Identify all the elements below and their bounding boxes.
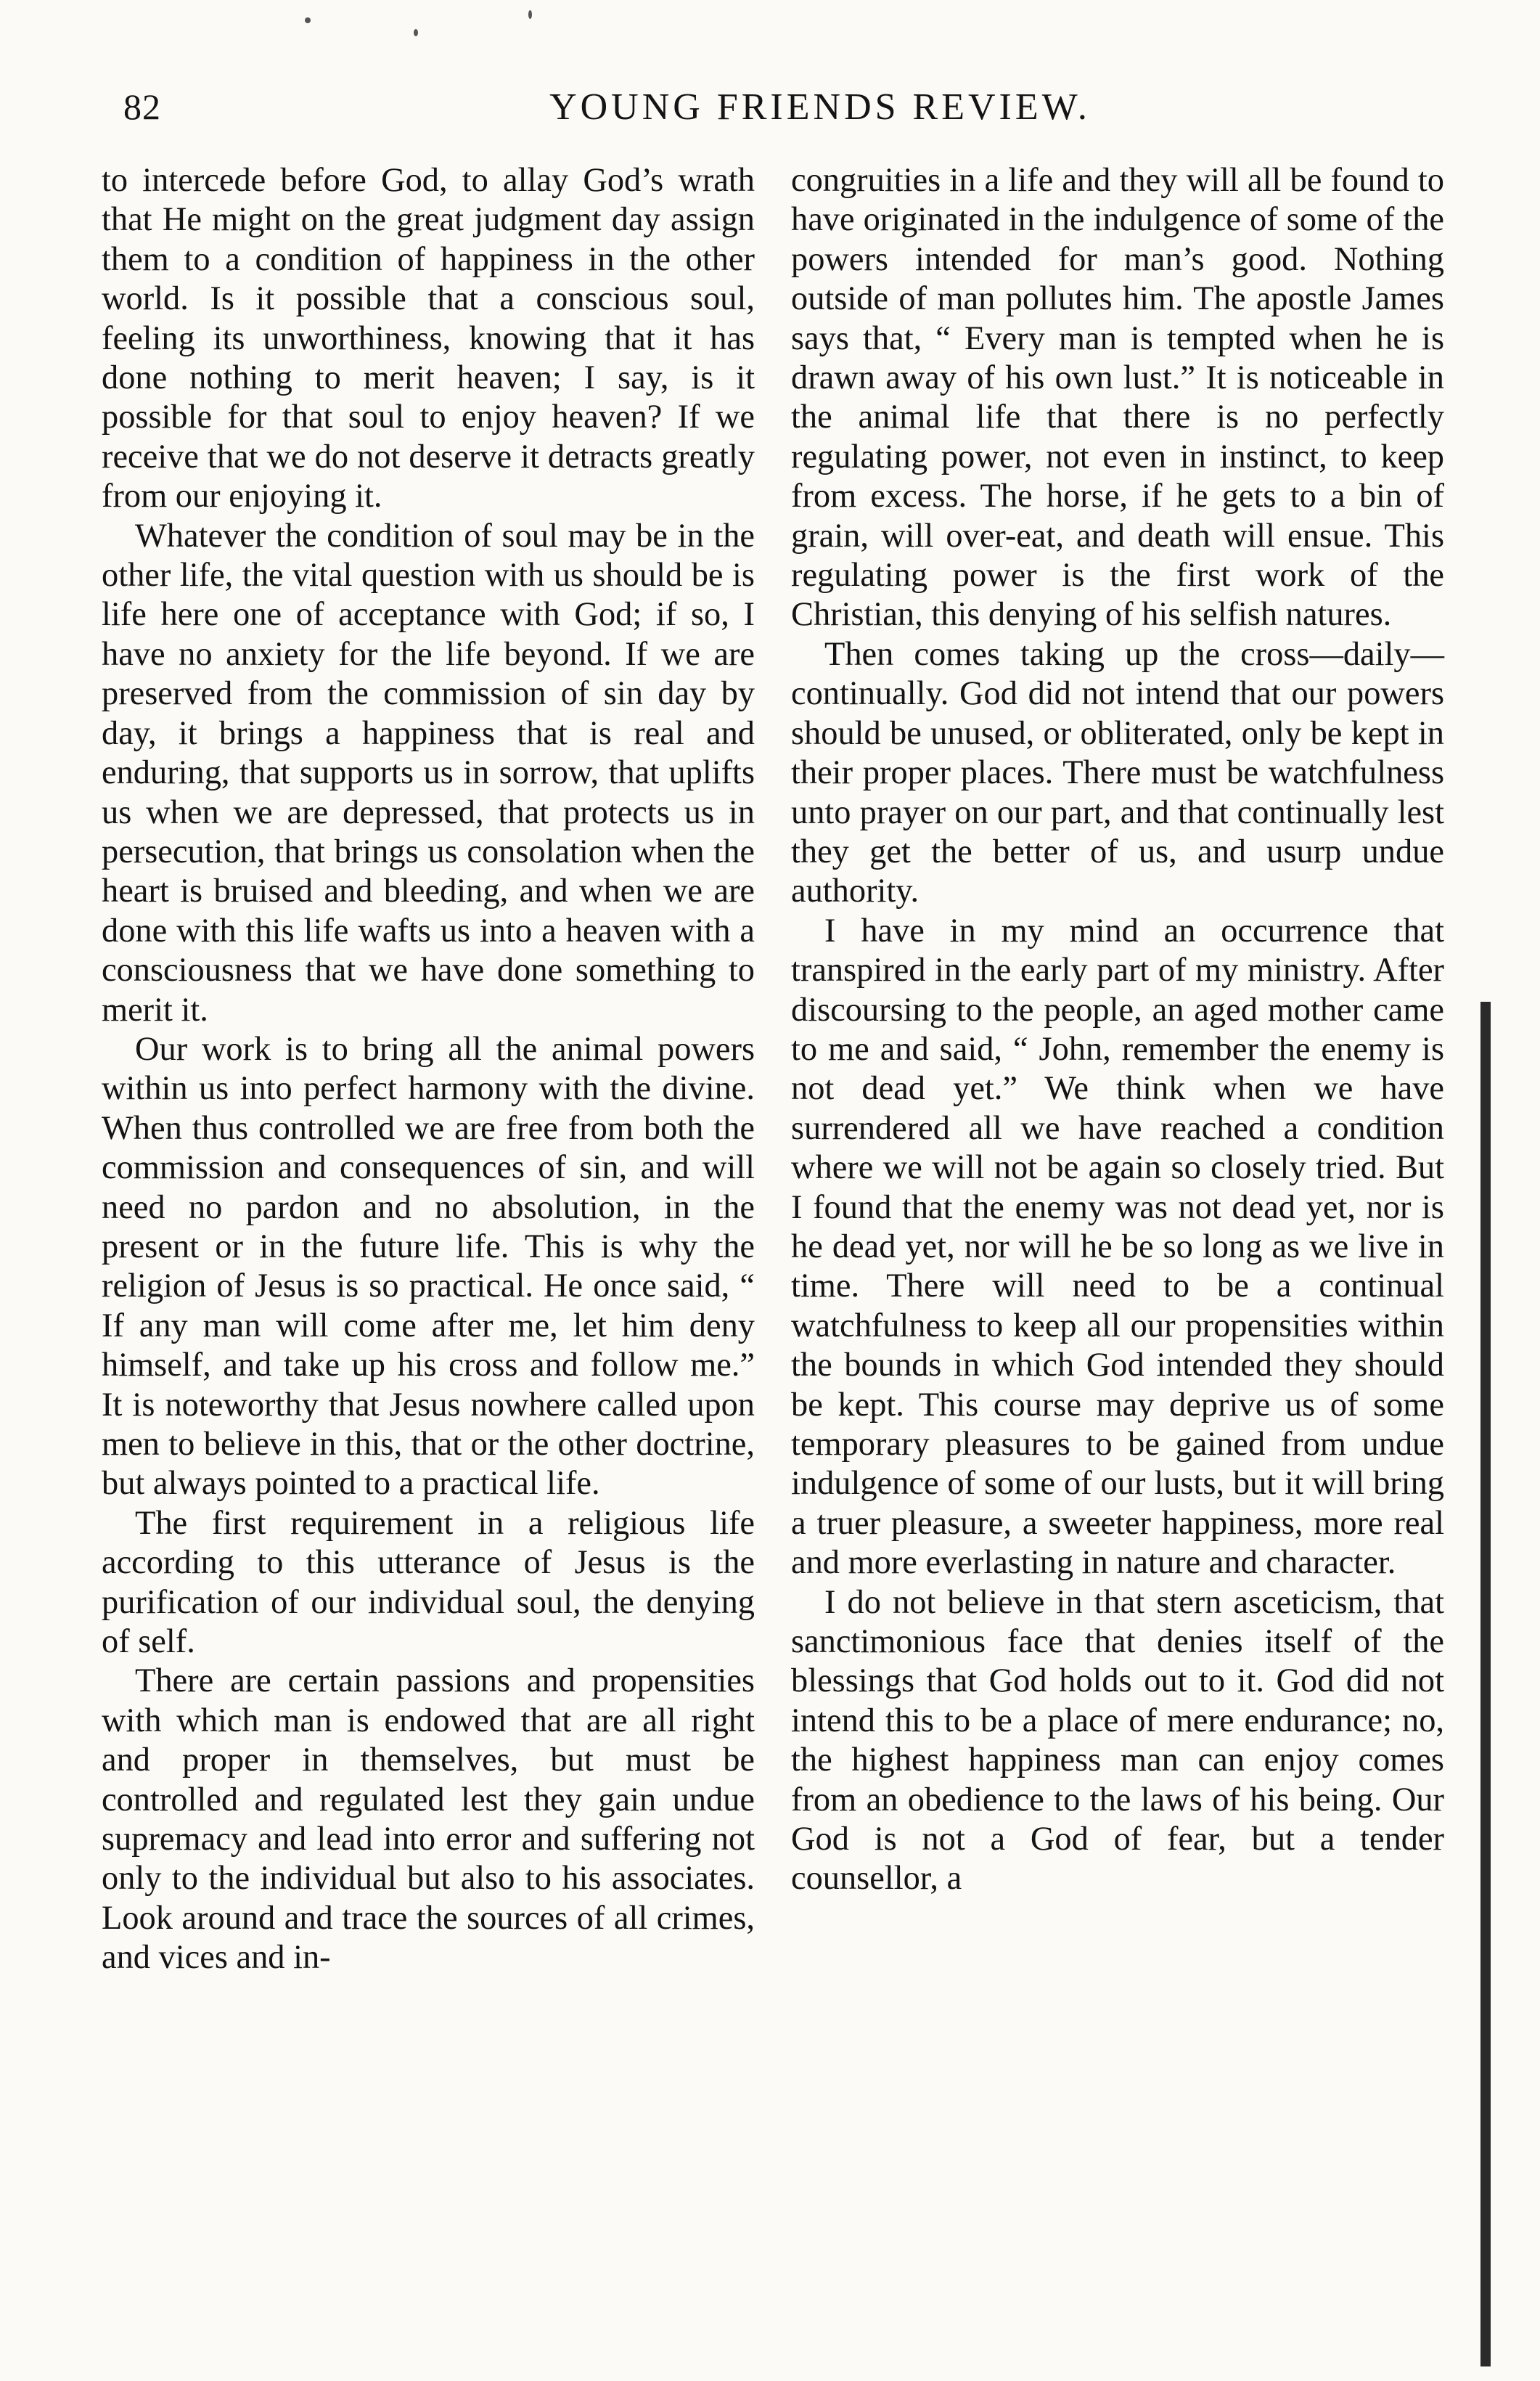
page-number: 82 [123,86,161,127]
left-column [102,161,755,1978]
paragraph: Then comes taking up the cross—daily—continually. God did not intend that our powers should be unused, or obliterated, only be kept in their proper places. There must be watchfulness unto prayer on our part, and that continually lest they get the better of us, and usurp undue authority. [791,635,1444,910]
paragraph: to intercede before God, to allay God’s wrath that He might on the great judgment day assign them to a condition of happiness in the other world. Is it possible that a conscious soul, feeling its unworthiness, knowing that it has done nothing to merit heaven; I say, is it possible for that soul to enjoy heaven? If we receive that we do not deserve it detracts greatly from our enjoying it. [102,162,755,515]
paragraph: There are certain passions and propensities with which man is endowed that are all right and proper in themselves, but must be controlled and regulated lest they gain undue supremacy and lead into error and suffering not only to the individual but also to his associates. Look around and trace the sources of all crimes, and vices and in- [102,1662,755,1977]
scan-speck [528,10,532,19]
paragraph: I do not believe in that stern asceticism, that sanctimonious face that denies itself of the blessings that God holds out to it. God did not intend this to be a place of mere endurance; no, the highest happiness man can enjoy comes from an obedience to the laws of his being. Our God is not a God of fear, but a tender counsellor, a [791,1583,1444,1898]
scan-speck [305,17,311,23]
paragraph: Whatever the condition of soul may be in the other life, the vital question with us should be is life here one of acceptance with God; if so, I have no anxiety for the life beyond. If we are preserved from the commission of sin day by day, it brings a happiness that is real and enduring, that supports us in sorrow, that uplifts us when we are depressed, that protects us in persecution, that brings us consolation when the heart is bruised and bleeding, and when we are done with this life wafts us into a heaven with a consciousness that we have done something to merit it. [102,517,755,1029]
scan-edge-shadow [1480,1002,1491,2366]
right-column [791,161,1444,1899]
running-title: YOUNG FRIENDS REVIEW. [549,86,1091,128]
page-header [102,86,1451,144]
paragraph: congruities in a life and they will all be found to have originated in the indulgence of some of the powers intended for man’s good. Nothing outside of man pollutes him. The apostle James says that, “ Every man is tempted when he is drawn away of his own lust.” It is noticeable in the animal life that there is no perfectly regulating power, not even in instinct, to keep from excess. The horse, if he gets to a bin of grain, will over-eat, and death will ensue. This regulating power is the first work of the Christian, this denying of his selfish natures. [791,162,1444,634]
scan-speck [414,29,418,36]
paragraph: The first requirement in a religious life according to this utterance of Jesus is the purification of our individual soul, the denying of self. [102,1504,755,1661]
paragraph: Our work is to bring all the animal powers within us into perfect harmony with the divine. When thus controlled we are free from both the commission and consequences of sin, and will need no pardon and no absolution, in the present or in the future life. This is why the religion of Jesus is so practical. He once said, “ If any man will come after me, let him deny himself, and take up his cross and follow me.” It is noteworthy that Jesus nowhere called upon men to believe in this, that or the other doctrine, but always pointed to a practical life. [102,1030,755,1503]
paragraph: I have in my mind an occurrence that transpired in the early part of my ministry. After discoursing to the people, an aged mother came to me and said, “ John, remember the enemy is not dead yet.” We think when we have surrendered all we have reached a condition where we will not be again so closely tried. But I found that the enemy was not dead yet, nor is he dead yet, nor will he be so long as we live in time. There will need to be a continual watchfulness to keep all our propensities within the bounds in which God intended they should be kept. This course may deprive us of some temporary pleasures to be gained from undue indulgence of some of our lusts, but it will bring a truer pleasure, a sweeter happiness, more real and more everlasting in nature and character. [791,912,1444,1582]
